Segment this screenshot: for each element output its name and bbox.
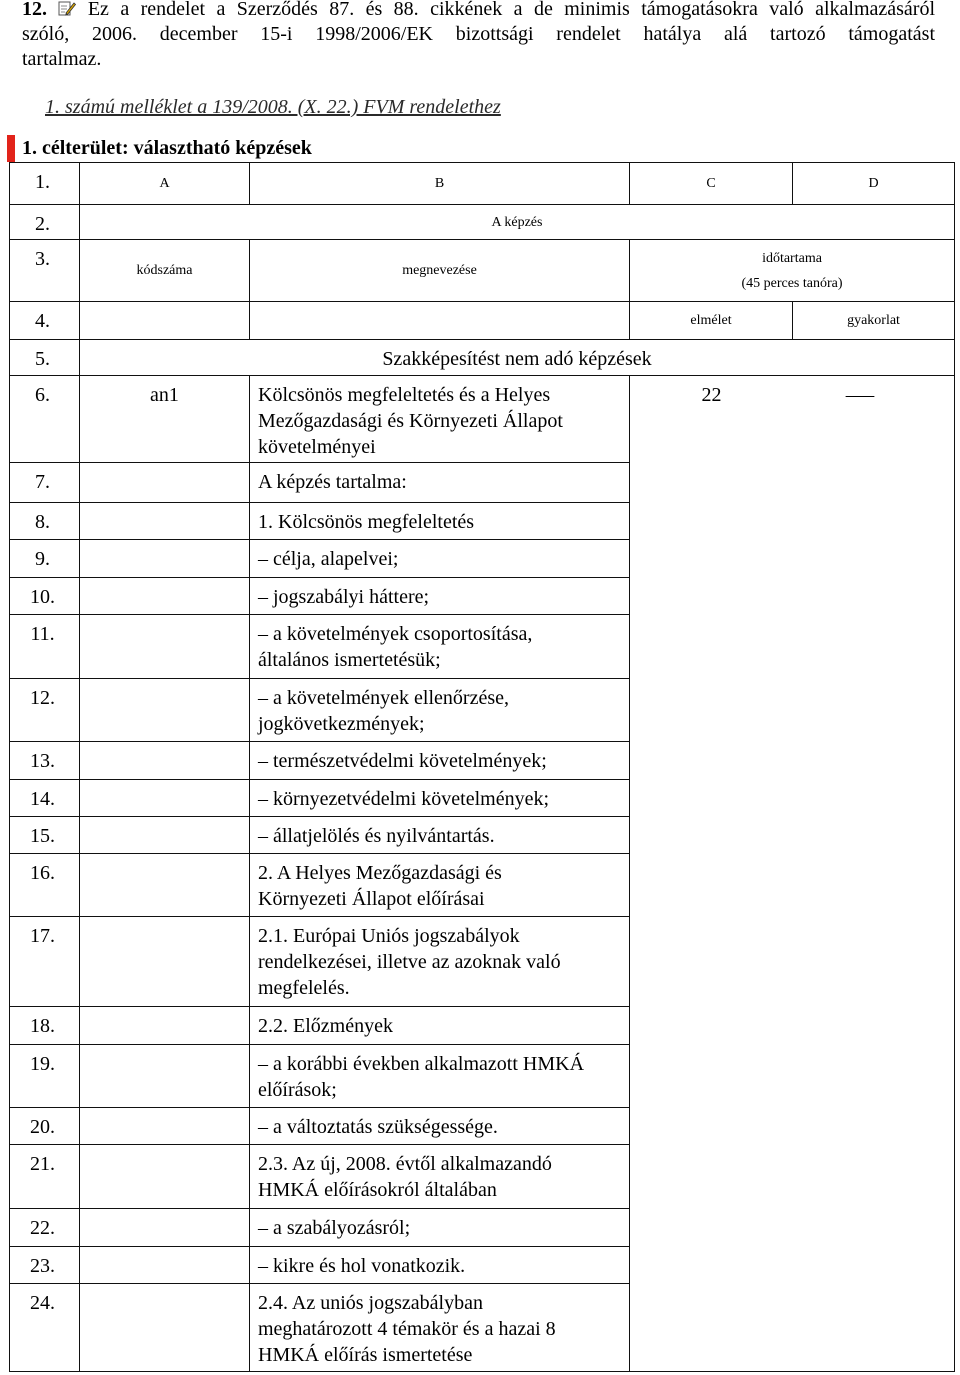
group-title: Szakképesítést nem adó képzések	[80, 340, 955, 376]
empty-cell	[80, 1209, 250, 1247]
theory-header: elmélet	[630, 302, 793, 340]
content-row: A képzés tartalma:	[250, 463, 630, 503]
empty-cell	[250, 302, 630, 340]
content-row: 2. A Helyes Mezőgazdasági és Környezeti Állapot előírásai	[250, 854, 630, 917]
empty-cell	[80, 679, 250, 742]
section-marker	[7, 135, 15, 162]
duration-unit: (45 perces tanóra)	[741, 275, 843, 291]
training-name: Kölcsönös megfeleltetés és a Helyes Mezőgazdasági és Környezeti Állapot követelményei	[250, 376, 630, 463]
notice-line-3: tartalmaz.	[22, 48, 102, 70]
row-number: 6.	[10, 376, 80, 463]
empty-cell	[80, 615, 250, 679]
row-number: 12.	[10, 679, 80, 742]
notice-paragraph	[22, 0, 935, 72]
content-row: – a követelmények ellenőrzése, jogkövetkezmények;	[250, 679, 630, 742]
row-number: 3.	[10, 240, 80, 302]
empty-cell	[80, 742, 250, 780]
practice-header: gyakorlat	[793, 302, 955, 340]
empty-cell	[80, 817, 250, 854]
empty-cell	[80, 780, 250, 817]
content-row: – természetvédelmi követelmények;	[250, 742, 630, 780]
content-row: – célja, alapelvei;	[250, 540, 630, 578]
code-header: kódszáma	[80, 240, 250, 302]
content-row: 2.1. Európai Uniós jogszabályok rendelkezései, illetve az azoknak való megfelelés.	[250, 917, 630, 1007]
row-number: 23.	[10, 1247, 80, 1284]
empty-cell	[80, 1145, 250, 1209]
content-row: – állatjelölés és nyilvántartás.	[250, 817, 630, 854]
content-row: – a szabályozásról;	[250, 1209, 630, 1247]
content-row: 2.4. Az uniós jogszabályban meghatározott 4 témakör és a hazai 8 HMKÁ előírás ismertetése	[250, 1284, 630, 1372]
column-letter-c: C	[630, 163, 793, 205]
empty-cell	[80, 917, 250, 1007]
notice-line-2: szóló, 2006. december 15-i 1998/2006/EK bizottsági rendelet hatálya alá tartozó támogatást	[22, 23, 935, 45]
empty-cell	[80, 503, 250, 540]
row-number: 10.	[10, 578, 80, 615]
training-code: an1	[80, 376, 250, 463]
empty-cell	[80, 302, 250, 340]
empty-cell	[80, 1007, 250, 1045]
row-number: 24.	[10, 1284, 80, 1372]
practice-hours-wrap	[827, 382, 892, 408]
row-number: 5.	[10, 340, 80, 376]
pencil-icon	[58, 0, 76, 17]
notice-number: 12.	[22, 0, 47, 20]
row-number: 13.	[10, 742, 80, 780]
content-row: 2.3. Az új, 2008. évtől alkalmazandó HMKÁ előírásokról általában	[250, 1145, 630, 1209]
empty-cell	[80, 1284, 250, 1372]
row-number: 9.	[10, 540, 80, 578]
empty-cell	[80, 1045, 250, 1108]
row-number: 20.	[10, 1108, 80, 1145]
content-row: – a követelmények csoportosítása, általános ismertetésük;	[250, 615, 630, 679]
row-number: 4.	[10, 302, 80, 340]
notice-text: Ez a rendelet a Szerződés 87. és 88. cikkének a de minimis támogatásokra való alkalmazásáról	[87, 0, 936, 20]
row-number: 2.	[10, 205, 80, 240]
empty-cell	[80, 578, 250, 615]
content-row: – a korábbi években alkalmazott HMKÁ előírások;	[250, 1045, 630, 1108]
section-title: 1. célterület: választható képzések	[22, 137, 312, 159]
empty-cell	[80, 463, 250, 503]
row-number: 16.	[10, 854, 80, 917]
duration-label: időtartama	[762, 250, 822, 266]
row-number: 8.	[10, 503, 80, 540]
practice-hours: –	[845, 384, 874, 406]
content-row: 2.2. Előzmények	[250, 1007, 630, 1045]
duration-header	[630, 240, 955, 302]
content-row: – a változtatás szükségessége.	[250, 1108, 630, 1145]
content-row: – kikre és hol vonatkozik.	[250, 1247, 630, 1284]
row-number: 1.	[10, 163, 80, 205]
training-header: A képzés	[80, 205, 955, 240]
column-letter-d: D	[793, 163, 955, 205]
row-number: 21.	[10, 1145, 80, 1209]
training-table	[9, 162, 955, 1372]
name-header: megnevezése	[250, 240, 630, 302]
hours-area	[630, 376, 955, 1372]
notice-line-1	[22, 0, 935, 22]
annex-title: 1. számú melléklet a 139/2008. (X. 22.) FVM rendelethez	[45, 96, 501, 118]
row-number: 14.	[10, 780, 80, 817]
empty-cell	[80, 1108, 250, 1145]
empty-cell	[80, 854, 250, 917]
row-number: 11.	[10, 615, 80, 679]
row-number: 15.	[10, 817, 80, 854]
content-row: 1. Kölcsönös megfeleltetés	[250, 503, 630, 540]
column-letter-a: A	[80, 163, 250, 205]
row-number: 22.	[10, 1209, 80, 1247]
column-letter-b: B	[250, 163, 630, 205]
row-number: 17.	[10, 917, 80, 1007]
empty-cell	[80, 1247, 250, 1284]
row-number: 18.	[10, 1007, 80, 1045]
empty-cell	[80, 540, 250, 578]
content-row: – környezetvédelmi követelmények;	[250, 780, 630, 817]
row-number: 7.	[10, 463, 80, 503]
content-row: – jogszabályi háttere;	[250, 578, 630, 615]
theory-hours: 22	[701, 384, 722, 406]
row-number: 19.	[10, 1045, 80, 1108]
